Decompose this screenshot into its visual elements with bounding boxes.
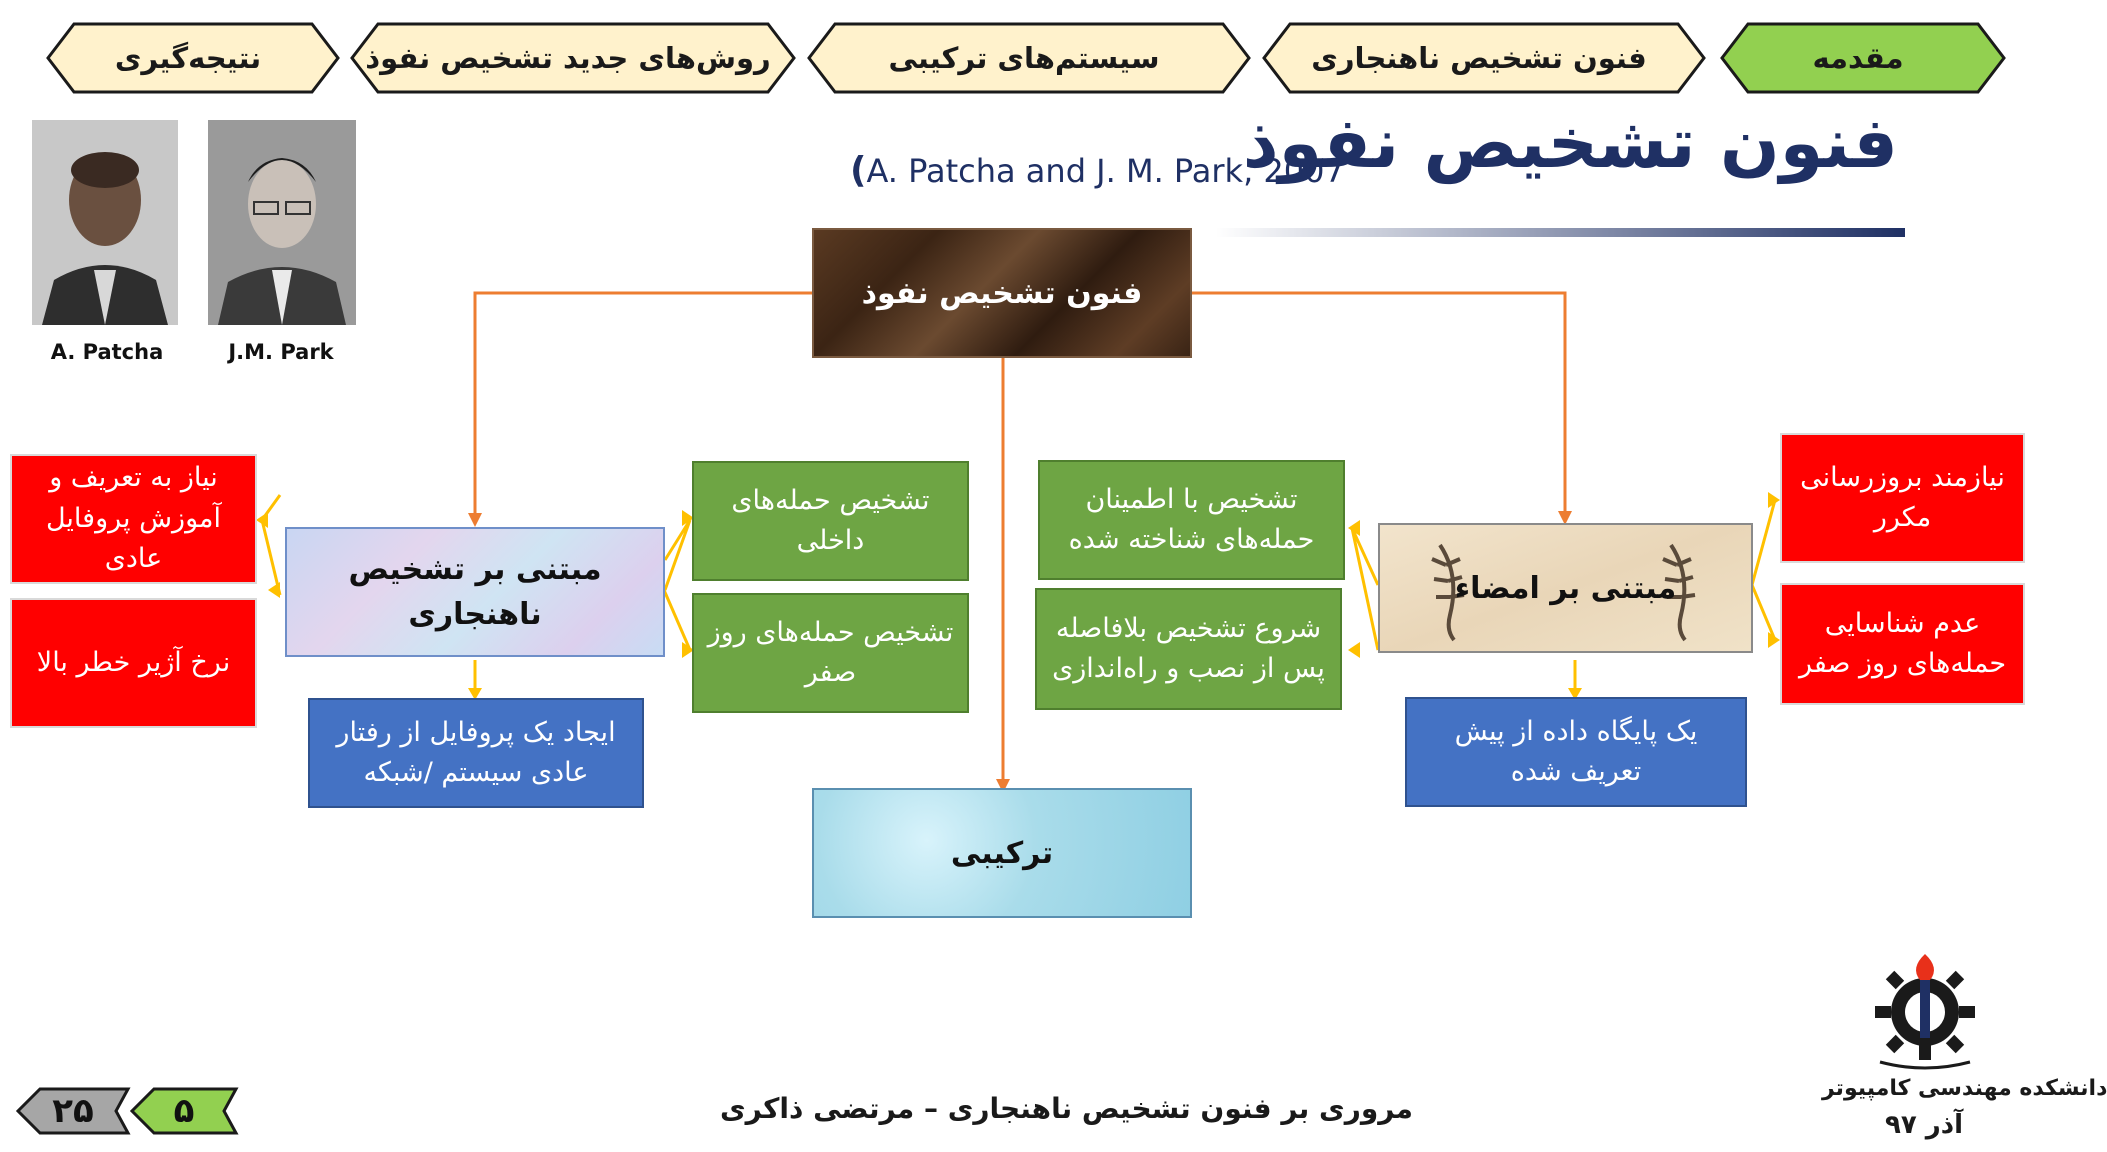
person-silhouette-icon <box>208 120 356 325</box>
yellow-arrowhead <box>1768 492 1780 508</box>
node-root: فنون تشخیص نفوذ <box>812 228 1192 358</box>
node-signature-based <box>1378 523 1753 653</box>
arrowhead-anomaly <box>468 513 482 527</box>
nav-tab-conclusion[interactable] <box>34 20 342 96</box>
nav-tab-label: مقدمه <box>1812 41 1904 75</box>
citation-paren: ( <box>850 150 867 191</box>
anomaly-pro-insider: تشخیص حمله‌های داخلی <box>692 461 969 581</box>
title-underline <box>1215 228 1905 237</box>
signature-pro-known: تشخیص با اطمینان حمله‌های شناخته شده <box>1038 460 1345 580</box>
signature-pro-immediate: شروع تشخیص بلافاصله پس از نصب و راه‌اندازی <box>1035 588 1342 710</box>
citation <box>850 150 1345 191</box>
connector-signature-pros <box>1352 528 1378 650</box>
citation-text: A. Patcha and J. M. Park, 2007 <box>866 152 1345 190</box>
connector-anomaly-cons <box>262 495 280 595</box>
nav-tab-new-methods[interactable] <box>338 20 798 96</box>
total-pages: ۲۵ <box>52 1091 94 1131</box>
anomaly-con-false-alarm: نرخ آژیر خطر بالا <box>10 598 257 728</box>
author-name-patcha: A. Patcha <box>50 340 164 364</box>
nav-tab-label: روش‌های جدید تشخیص نفوذ <box>365 41 771 75</box>
nav-tab-hybrid-systems[interactable] <box>795 20 1253 96</box>
nav-tab-label: نتیجه‌گیری <box>114 41 262 75</box>
presentation-date: آذر ۹۷ <box>1885 1110 1964 1140</box>
person-silhouette-icon <box>32 120 178 325</box>
footer-title: مروری بر فنون تشخیص ناهنجاری – مرتضی ذاکری <box>720 1092 1413 1125</box>
author-photo-park <box>208 120 356 325</box>
page-title: فنون تشخیص نفوذ <box>1242 102 1898 184</box>
connector-anomaly-pros-link <box>664 590 690 650</box>
author-photo-patcha <box>32 120 178 325</box>
signature-con-updates: نیازمند بروزرسانی مکرر <box>1780 433 2025 563</box>
yellow-arrowhead <box>1348 520 1360 536</box>
yellow-arrowhead <box>268 582 280 598</box>
connector-signature-cons <box>1752 500 1775 640</box>
signature-description: یک پایگاه داده از پیش تعریف شده <box>1405 697 1747 807</box>
yellow-arrowhead <box>256 512 268 528</box>
nav-tab-anomaly-techniques[interactable] <box>1250 20 1708 96</box>
connector-anomaly-pros <box>665 520 690 590</box>
nav-tab-intro[interactable] <box>1708 20 2008 96</box>
node-anomaly-based: مبتنی بر تشخیص ناهنجاری <box>285 527 665 657</box>
anomaly-description: ایجاد یک پروفایل از رفتار عادی سیستم /شبکه <box>308 698 644 808</box>
yellow-arrowhead <box>1768 632 1780 648</box>
anomaly-pro-zero-day: تشخیص حمله‌های روز صفر <box>692 593 969 713</box>
anomaly-con-profile: نیاز به تعریف و آموزش پروفایل عادی <box>10 454 257 584</box>
node-hybrid: ترکیبی <box>812 788 1192 918</box>
author-name-park: J.M. Park <box>228 340 334 364</box>
node-signature-label: مبتنی بر امضاء <box>1454 570 1677 606</box>
signature-con-zero-day: عدم شناسایی حمله‌های روز صفر <box>1780 583 2025 705</box>
nav-tab-label: فنون تشخیص ناهنجاری <box>1311 41 1647 75</box>
university-logo-icon <box>1860 950 1990 1080</box>
faculty-name: دانشکده مهندسی کامپیوتر <box>1822 1076 2107 1101</box>
nav-tab-label: سیستم‌های ترکیبی <box>888 41 1160 75</box>
yellow-arrowhead <box>1348 642 1360 658</box>
total-pages-indicator <box>14 1086 132 1136</box>
current-page: ۵ <box>173 1091 195 1131</box>
current-page-indicator <box>128 1086 240 1136</box>
